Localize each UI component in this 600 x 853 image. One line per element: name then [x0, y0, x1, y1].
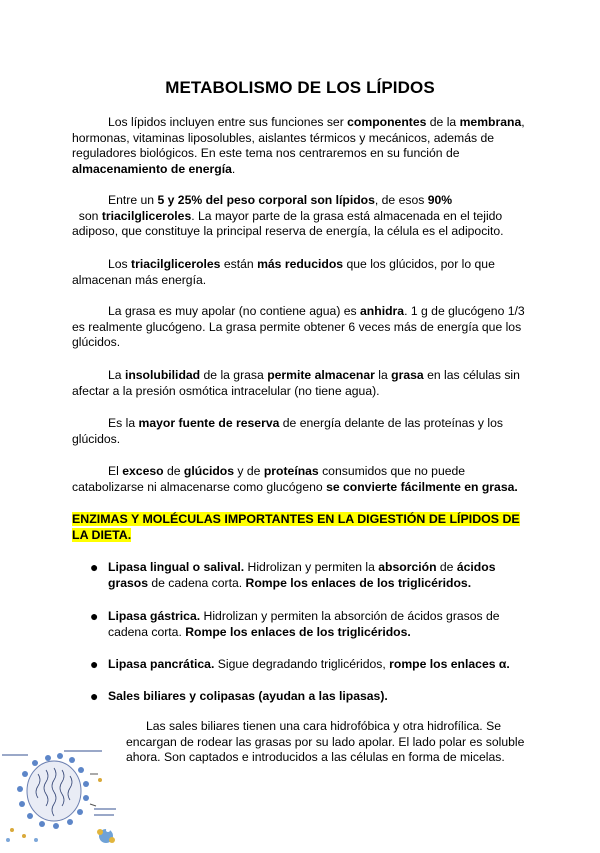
bold-run: permite almacenar — [267, 368, 375, 382]
micelle-diagram-icon — [0, 744, 124, 848]
text-run: Hidrolizan y permiten la absorción de ácidos grasos de cadena corta. — [108, 609, 500, 639]
bold-run: componentes — [347, 115, 427, 129]
bold-run: almacenamiento de energía — [72, 161, 232, 176]
paragraph-reserve — [72, 416, 532, 447]
text-run: El — [108, 464, 123, 478]
bold-run: absorción — [378, 560, 437, 574]
bold-run: 90% — [427, 193, 453, 207]
paragraph-anhydrous — [72, 304, 532, 351]
highlighted-heading-text: ENZIMAS Y MOLÉCULAS IMPORTANTES EN LA DIGESTIÓN DE LÍPIDOS DE LA DIETA. — [72, 512, 520, 542]
text-run: Los lípidos incluyen entre sus funciones ser — [108, 115, 348, 129]
paragraph-reduced — [72, 257, 532, 288]
text-run: de la — [426, 115, 460, 129]
bold-run: Sales biliares y colipasas (ayudan a las lipasas). — [108, 689, 388, 703]
text-run: Entre un — [108, 193, 158, 207]
text-run: están — [220, 257, 258, 271]
text-run: la — [374, 368, 392, 382]
paragraph-insolubility — [72, 368, 532, 399]
paragraph-excess — [72, 464, 532, 495]
text-run: , de esos — [374, 193, 428, 207]
text-run: de energía delante de las proteínas y los glúcidos. — [72, 416, 503, 446]
text-run: Las sales biliares tienen una cara hidrofóbica y otra hidrofílica. Se encargan de rodear las grasas por su lado apolar. El lado polar es soluble ahora. Son captados e introducidos a las células en forma de micelas. — [126, 719, 525, 765]
section-heading — [72, 512, 532, 544]
paragraph-body-fat — [72, 193, 532, 240]
bold-run: triacilgliceroles — [131, 257, 221, 271]
bold-run: grasa — [391, 368, 424, 382]
bold-run: rompe los enlaces α. — [389, 657, 510, 671]
bold-run: Lipasa pancrática. — [108, 657, 215, 671]
text-run: , hormonas, vitaminas liposolubles, aislantes térmicos y mecánicos, además de reguladores biológicos. En este tema nos centraremos en su función de — [72, 115, 525, 161]
bold-run: Lipasa lingual o salival. — [108, 560, 245, 574]
bold-run: 5 y 25% del peso corporal son lípidos — [157, 193, 375, 207]
text-run: Hidrolizan y permiten la — [244, 560, 379, 574]
bold-run: exceso — [122, 464, 164, 478]
text-run: . La mayor parte de la grasa está almacenada en el tejido adiposo, que constituye la principal reserva de energía, la célula es el adipocito. — [72, 208, 504, 239]
list-item-text — [108, 688, 528, 704]
text-run: y de — [234, 464, 264, 478]
text-run: Los — [108, 257, 132, 271]
text-run: Es la — [108, 416, 139, 430]
text-run: . — [231, 161, 236, 176]
bullet-icon: ● — [90, 559, 99, 575]
list-item-text — [108, 559, 528, 591]
bullet-icon: ● — [90, 656, 99, 672]
bold-run: ácidos grasos — [108, 560, 496, 590]
text-run: . 1 g de glucógeno 1/3 es realmente glucógeno. La grasa permite obtener 6 veces más de energía que los glúcidos. — [72, 304, 525, 350]
text-run: de la grasa — [200, 368, 268, 382]
bold-run: más reducidos — [257, 257, 344, 271]
list-item-gastric-lipase — [90, 608, 530, 642]
bold-run: triacilgliceroles — [101, 208, 192, 223]
bold-run: Rompe los enlaces de los triglicéridos. — [185, 625, 411, 639]
text-run: en las células sin afectar a la presión osmótica intracelular (no tiene agua). — [72, 368, 520, 398]
list-item-text — [108, 656, 528, 672]
bullet-icon: ● — [90, 688, 99, 704]
text-run: que los glúcidos, por lo que almacenan más energía. — [72, 257, 495, 287]
text-run: La — [108, 368, 125, 382]
text-run: Sigue degradando triglicéridos, — [214, 657, 390, 671]
paragraph-bile-salts — [126, 719, 536, 766]
text-run: de cadena corta. — [147, 576, 246, 590]
bold-run: proteínas — [263, 464, 319, 478]
bold-run: se convierte fácilmente en grasa. — [326, 479, 518, 494]
text-run: son — [72, 208, 102, 223]
bold-run: mayor fuente de reserva — [138, 416, 280, 430]
bullet-icon: ● — [90, 608, 99, 624]
bold-run: insolubilidad — [124, 368, 201, 382]
text-run: La grasa es muy apolar (no contiene agua) es — [108, 304, 361, 318]
bold-run: glúcidos — [183, 464, 235, 478]
text-run: consumidos que no puede catabolizarse ni almacenarse como glucógeno — [72, 464, 466, 494]
text-run: de — [163, 464, 184, 478]
list-item-lingual-lipase — [90, 559, 530, 593]
list-item-text — [108, 608, 528, 640]
text-run: de — [436, 560, 457, 574]
list-item-pancreatic-lipase — [90, 656, 530, 674]
bold-run: Lipasa gástrica. — [108, 609, 201, 623]
paragraph-intro — [72, 115, 532, 177]
list-item-bile-salts — [90, 688, 530, 706]
page-title: METABOLISMO DE LOS LÍPIDOS — [165, 78, 435, 97]
micelle-diagram-icon — [0, 744, 124, 848]
bold-run: anhidra — [360, 304, 405, 318]
bold-run: Rompe los enlaces de los triglicéridos. — [245, 576, 472, 590]
bold-run: membrana — [459, 115, 522, 129]
